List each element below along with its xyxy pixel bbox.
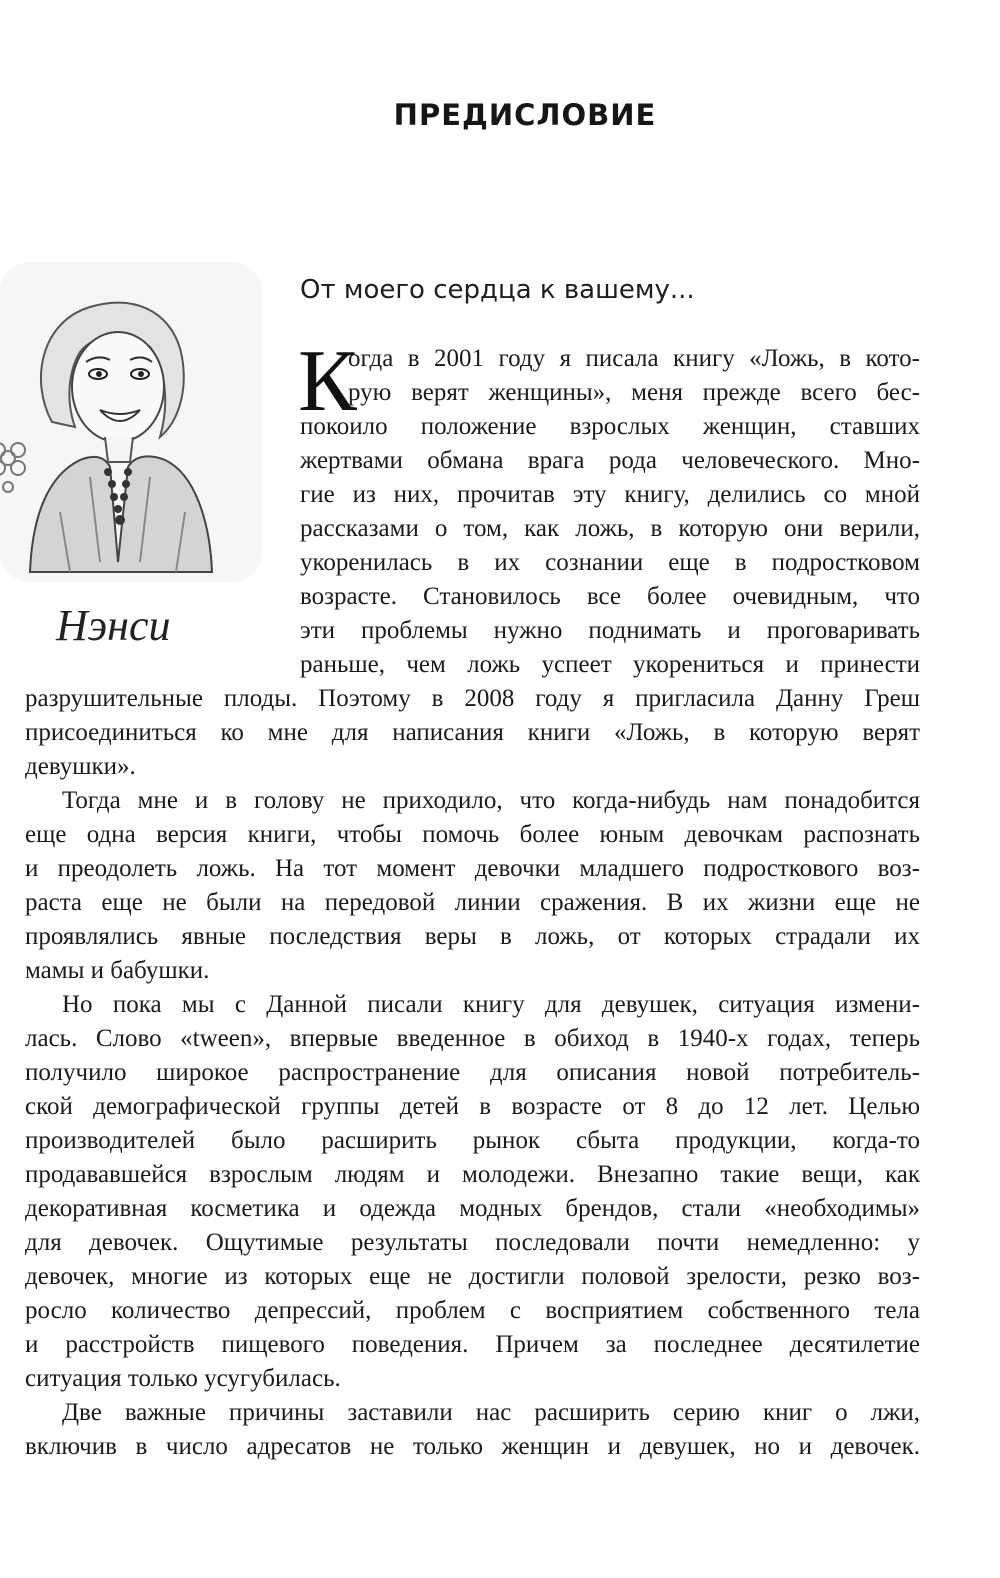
text-line: гие из них, прочитав эту книгу, делились со мной — [300, 481, 920, 508]
text-line: рассказами о том, как ложь, в которую они верили, — [300, 515, 920, 542]
text-line: Две важные причины заставили нас расширить серию книг о лжи, — [62, 1399, 920, 1426]
text-line: раньше, чем ложь успеет укорениться и принести — [300, 651, 920, 678]
text-line: эти проблемы нужно поднимать и проговаривать — [300, 617, 920, 644]
text-line: девушки». — [25, 753, 136, 780]
text-line: укоренилась в их сознании еще в подростковом — [300, 549, 920, 576]
text-line: производителей было расширить рынок сбыта продукции, когда-то — [25, 1127, 920, 1154]
flower-doodle — [0, 443, 25, 492]
author-signature — [52, 596, 252, 656]
text-line: проявлялись явные последствия веры в ложь, от которых страдали их — [25, 923, 920, 950]
text-line: ситуация только усугубилась. — [25, 1365, 341, 1392]
text-line: мамы и бабушки. — [25, 957, 210, 984]
text-line: Но пока мы с Данной писали книгу для девушек, ситуация измени- — [62, 991, 920, 1018]
text-line: Тогда мне и в голову не приходило, что когда-нибудь нам понадобится — [62, 787, 920, 814]
text-line: получило широкое распространение для описания новой потребитель- — [25, 1059, 920, 1086]
text-line: огда в 2001 году я писала книгу «Ложь, в кото- — [348, 345, 920, 372]
text-line: возрасте. Становилось все более очевидным, что — [300, 583, 920, 610]
text-line: и преодолеть ложь. На тот момент девочки младшего подросткового воз- — [25, 855, 920, 882]
text-line: присоединиться ко мне для написания книги «Ложь, в которую верят — [25, 719, 920, 746]
text-line: ской демографической группы детей в возрасте от 8 до 12 лет. Целью — [25, 1093, 920, 1120]
chapter-title: ПРЕДИСЛОВИЕ — [393, 98, 657, 132]
text-line: раста еще не были на передовой линии сражения. В их жизни еще не — [25, 889, 920, 916]
section-subtitle: От моего сердца к вашему... — [300, 275, 695, 305]
text-line: для девочек. Ощутимые результаты последовали почти немедленно: у — [25, 1229, 920, 1256]
text-line: росло количество депрессий, проблем с восприятием собственного тела — [25, 1297, 920, 1324]
portrait-illustration — [0, 262, 262, 592]
text-line: покоило положение взрослых женщин, ставших — [300, 413, 920, 440]
drop-cap: К — [298, 333, 357, 430]
text-line: девочек, многие из которых еще не достигли половой зрелости, резко воз- — [25, 1263, 920, 1290]
text-line: включив в число адресатов не только женщин и девушек, но и девочек. — [25, 1433, 920, 1460]
text-line: жертвами обмана врага рода человеческого. Мно- — [300, 447, 920, 474]
text-line: декоративная косметика и одежда модных брендов, стали «необходимы» — [25, 1195, 920, 1222]
author-portrait — [0, 262, 262, 592]
face — [72, 332, 164, 442]
text-line: лась. Слово «tween», впервые введенное в обиход в 1940-х годах, теперь — [25, 1025, 920, 1052]
text-line: рую верят женщины», меня прежде всего бес- — [348, 379, 920, 406]
signature-text: Нэнси — [56, 601, 171, 650]
text-line: еще одна версия книги, чтобы помочь более юным девочкам распознать — [25, 821, 920, 848]
text-line: продававшейся взрослым людям и молодежи. Внезапно такие вещи, как — [25, 1161, 920, 1188]
text-line: разрушительные плоды. Поэтому в 2008 году я пригласила Данну Греш — [25, 685, 920, 712]
text-line: и расстройств пищевого поведения. Причем за последнее десятилетие — [25, 1331, 920, 1358]
